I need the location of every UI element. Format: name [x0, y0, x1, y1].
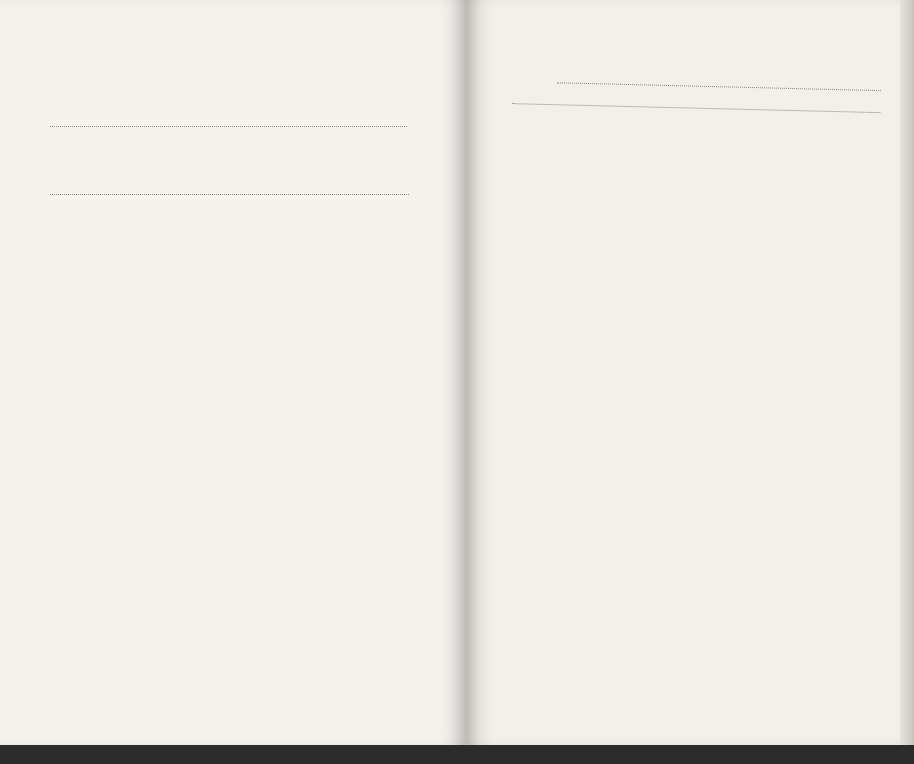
left-page: [0, 0, 466, 745]
leader-dots: [557, 82, 881, 91]
letter-entries: [466, 0, 914, 11]
leader-dots: [50, 194, 409, 195]
toc-entry: [512, 64, 884, 73]
leader-dots: [50, 126, 407, 127]
toc-entry: [554, 86, 884, 95]
toc-entry: [47, 130, 410, 131]
leader-dots: [512, 103, 880, 113]
toc-entry: [47, 198, 412, 199]
right-page: [466, 0, 914, 745]
right-page-content: [466, 0, 914, 745]
toc-entry: [509, 107, 883, 117]
page-edge: [900, 0, 914, 745]
